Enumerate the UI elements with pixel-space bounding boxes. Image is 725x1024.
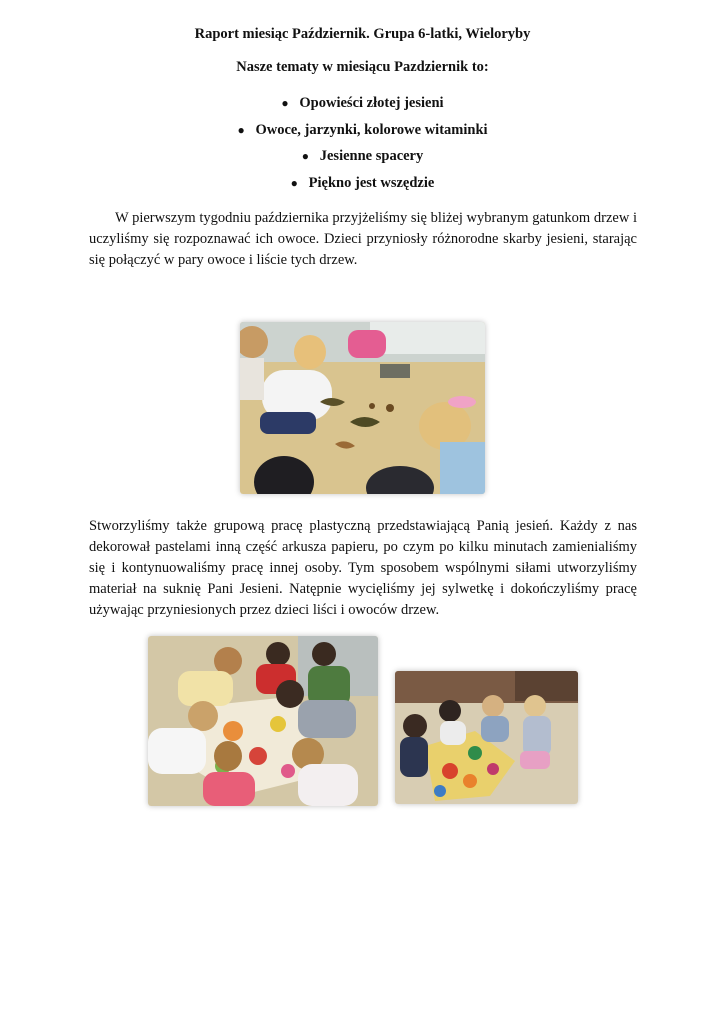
list-item: ● Opowieści złotej jesieni bbox=[281, 95, 444, 111]
paragraph-trees: W pierwszym tygodniu października przyjżeliśmy się bliżej wybranym gatunkom drzew i uczyliśmy się rozpoznawać ich owoce. Dzieci przyniosły różnorodne skarby jesieni, starając się połączyć w pary owoce i liście tych drzew. bbox=[89, 210, 637, 268]
bullet-icon: ● bbox=[281, 96, 289, 110]
bullet-icon: ● bbox=[301, 149, 309, 163]
topics-list bbox=[0, 93, 725, 199]
document-title: Raport miesiąc Październik. Grupa 6-latki, Wieloryby bbox=[194, 26, 531, 42]
photo-autumn-lady bbox=[395, 671, 578, 804]
photo-group-artwork bbox=[148, 636, 378, 806]
bullet-icon: ● bbox=[237, 122, 245, 137]
photo-children-leaves bbox=[240, 322, 485, 494]
list-item: ● Owoce, jarzynki, kolorowe witaminki bbox=[237, 121, 488, 138]
list-item: ● Jesienne spacery bbox=[301, 148, 424, 164]
bullet-icon: ● bbox=[290, 175, 298, 190]
list-item: ● Piękno jest wszędzie bbox=[290, 174, 435, 191]
paragraph-art-project: Stworzyliśmy także grupową pracę plastyczną przedstawiającą Panią jesień. Każdy z nas dekorował pastelami inną część arkusza papieru, po czym po kilku minutach zamienialiśmy się i kontynuowaliśmy pracę innej osoby. Tym sposobem wspólnymi siłami utworzyliśmy materiał na suknię Pani Jesieni. Natępnie wycięliśmy jej sylwetkę i dokończyliśmy pracę używając przyniesionych przez dzieci liści i owoców drzew. bbox=[89, 518, 637, 618]
topics-heading: Nasze tematy w miesiącu Pazdziernik to: bbox=[236, 59, 489, 75]
